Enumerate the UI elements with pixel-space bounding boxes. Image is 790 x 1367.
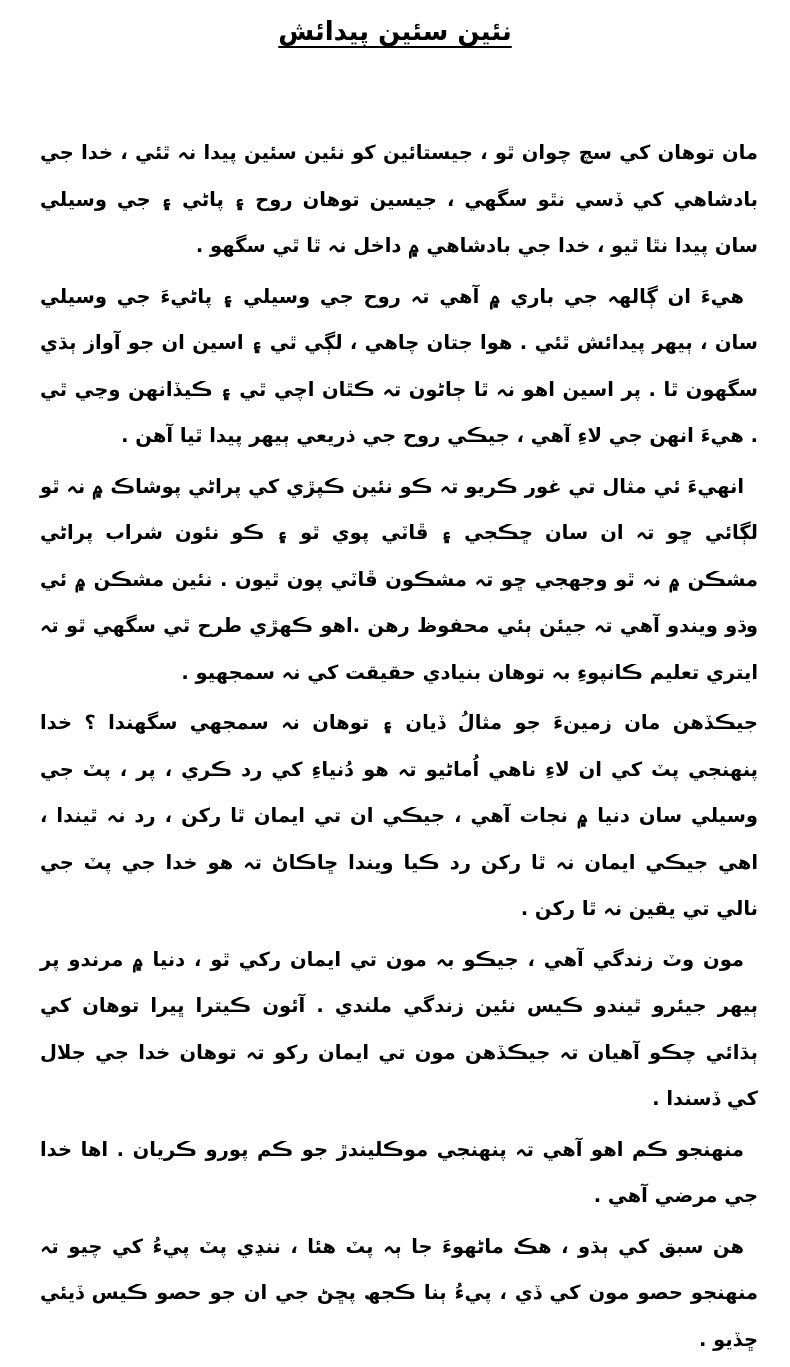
paragraph: مان توهان کي سچ چوان ٿو ، جيستائين کو نئين سئين پيدا نہ ٿئي ، خدا جي بادشاهي کي ڏسي نٿو سگھي ، جيسين توهان روح ۽ پاڻي ۽ جي وسيلي سان پيدا نٿا ٿيو ، خدا جي بادشاهي ۾ داخل نہ ٿا ٿي سگھو . [40,141,758,257]
paragraph: جيڪڏهن مان زمينءَ جو مثالُ ڏيان ۽ توهان نہ سمجهي سگهندا ؟ خدا پنهنجي پٽ کي ان لاءِ ناهي اُماڻيو تہ هو دُنياءِ کي رد ڪري ، پر ، پٽ جي وسيلي سان دنيا ۾ نجات آهي ، جيڪي ان تي ايمان ٿا رکن ، رد نہ ٿيندا ، اهي جيڪي ايمان نہ ٿا رکن رد ڪيا ويندا ڇاڪاڻ تہ هو خدا جي پٽ جي نالي تي يقين نہ ٿا رکن . [40,711,758,920]
paragraph: مون وٽ زندگي آهي ، جيڪو بہ مون تي ايمان رکي ٿو ، دنيا ۾ مرندو پر ٻيهر جيئرو ٿيندو ڪيس نئين زندگي ملندي . آئون ڪيترا ڀيرا توهان کي ٻڌائي چڪو آهيان تہ جيڪڏهن مون تي ايمان رکو تہ توهان خدا جي جلال کي ڏسندا . [40,947,758,1110]
document-body [40,130,758,1367]
paragraph: انهيءَ ئي مثال تي غور ڪريو تہ ڪو نئين ڪپڙي کي پراڻي پوشاڪ ۾ نہ ٿو لڳائي ڇو تہ ان سان ڇڪجي ۽ ڦاٽي پوي ٿو ۽ ڪو نئون شراب پراڻي مشڪن ۾ نہ ٿو وجهجي ڇو تہ مشڪون ڦاٽي پون ٿيون . نئين مشڪن ۾ ئي وڌو ويندو آهي تہ جيئن ٻئي محفوظ رهن .اهو ڪهڙي طرح ٿي سگھي ٿو تہ ايتري تعليم ڪانپوءِ بہ توهان بنيادي حقيقت کي نہ سمجهيو . [40,474,758,684]
paragraph: هن سبق کي ٻڌو ، هڪ ماڻهوءَ جا ٻہ پٽ هئا ، ننڍي پٽ پيءُ کي چيو تہ منهنجو حصو مون کي ڏي ، پيءُ ٻنا ڪجھ پڇڻ جي ان جو حصو ڪيس ڏيئي ڇڏيو . [40,1234,758,1351]
paragraph: منهنجو ڪم اهو آهي تہ پنهنجي موڪليندڙ جو ڪم پورو ڪريان . اها خدا جي مرضي آهي . [40,1137,758,1207]
paragraph: هيءَ ان ڳالهہ جي باري ۾ آهي تہ روح جي وسيلي ۽ پاڻيءَ جي وسيلي سان ، ٻيهر پيدائش ٿئي . هوا جتان چاهي ، لڳي ٿي ۽ اسين ان جو آواز ٻڌي سگھون ٿا . پر اسين اهو نہ ٿا ڄاڻون تہ ڪٿان اچي ٿي ۽ ڪيڏانهن وڃي ٿي . هيءَ انهن جي لاءِ آهي ، جيڪي روح جي ذريعي ٻيهر پيدا ٿيا آهن . [40,284,758,447]
page-title [0,10,790,54]
title-text: نئين سئين پيدائش [278,17,512,47]
